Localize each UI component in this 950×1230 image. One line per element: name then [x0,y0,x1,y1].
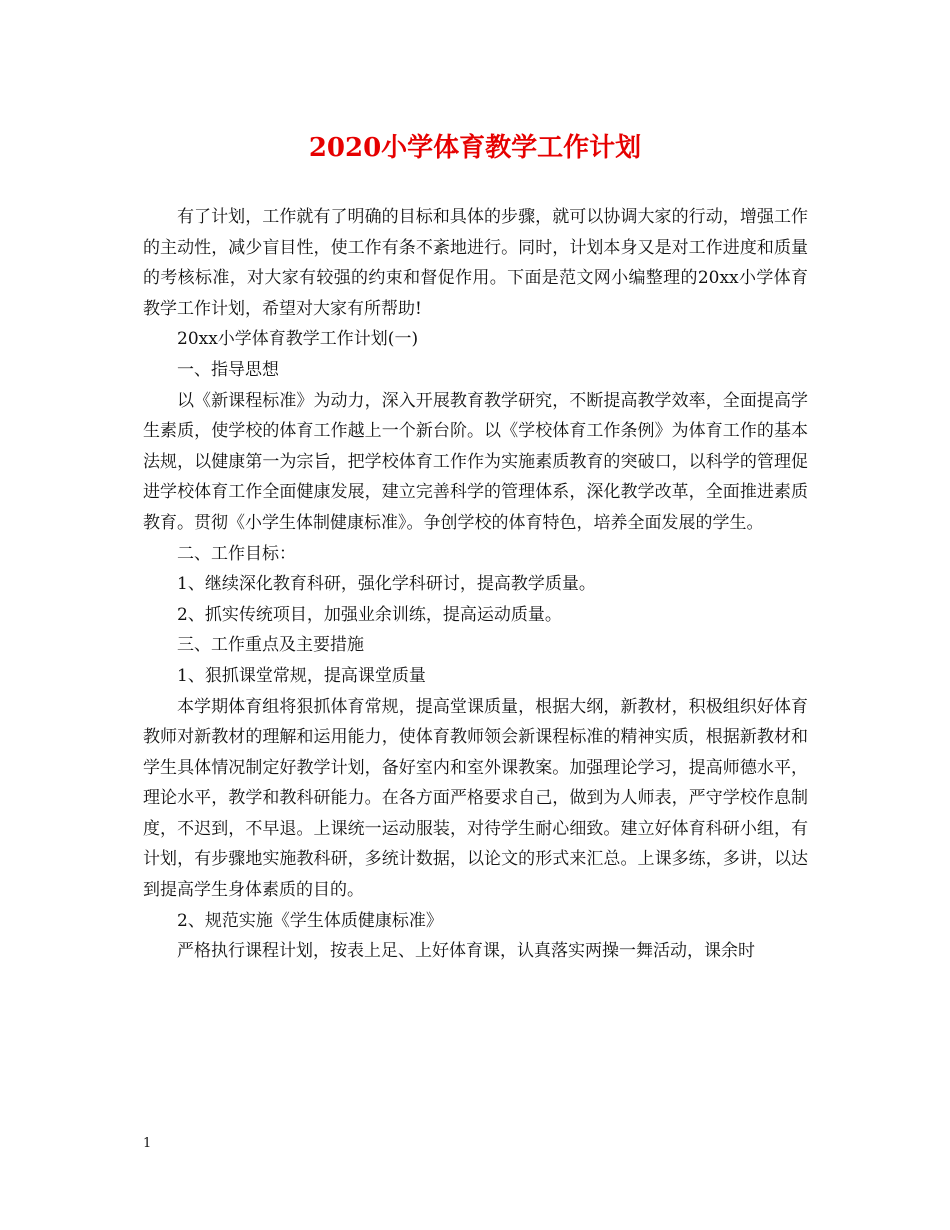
page-number: 1 [143,1136,152,1151]
list-item-goal-2: 2、抓实传统项目，加强业余训练，提高运动质量。 [177,604,562,625]
document-title: 2020小学体育教学工作计划 [308,133,642,163]
list-item-goal-1: 1、继续深化教育科研，强化学科研讨，提高教学质量。 [177,574,596,595]
document-body [143,202,808,967]
section-heading-guiding-thought: 一、指导思想 [177,359,279,380]
section-heading-key-measures: 三、工作重点及主要措施 [177,635,364,656]
paragraph-classroom-routine: 本学期体育组将狠抓体育常规，提高堂课质量，根据大纲，新教材，积极组织好体育教师对新教材的理解和运用能力，使体育教师领会新课程标准的精神实质，根据新教材和学生具体情况制定好教学计划，备好室内和室外课教案。加强理论学习，提高师德水平，理论水平，教学和教科研能力。在各方面严格要求自己，做到为人师表，严守学校作息制度，不迟到，不早退。上课统一运动服装，对待学生耐心细致。建立好体育科研小组，有计划，有步骤地实施教科研，多统计数据，以论文的形式来汇总。上课多练，多讲，以达到提高学生身体素质的目的。 [143,696,808,901]
subsection-heading-health-standard: 2、规范实施《学生体质健康标准》 [177,910,443,931]
paragraph-guiding-thought: 以《新课程标准》为动力，深入开展教育教学研究，不断提高教学效率，全面提高学生素质，使学校的体育工作越上一个新台阶。以《学校体育工作条例》为体育工作的基本法规，以健康第一为宗旨，把学校体育工作作为实施素质教育的突破口，以科学的管理促进学校体育工作全面健康发展，建立完善科学的管理体系，深化教学改革，全面推进素质教育。贯彻《小学生体制健康标准》。争创学校的体育特色，培养全面发展的学生。 [143,390,808,533]
subsection-heading-classroom-routine: 1、狠抓课堂常规，提高课堂质量 [177,665,426,686]
paragraph-plan-heading: 20xx小学体育教学工作计划(一) [177,329,419,350]
paragraph-intro: 有了计划，工作就有了明确的目标和具体的步骤，就可以协调大家的行动，增强工作的主动性，减少盲目性，使工作有条不紊地进行。同时，计划本身又是对工作进度和质量的考核标准，对大家有较强的约束和督促作用。下面是范文网小编整理的20xx小学体育教学工作计划，希望对大家有所帮助! [143,207,808,319]
section-heading-work-goals: 二、工作目标： [177,543,296,564]
paragraph-health-standard: 严格执行课程计划，按表上足、上好体育课，认真落实两操一舞活动，课余时 [177,941,755,962]
